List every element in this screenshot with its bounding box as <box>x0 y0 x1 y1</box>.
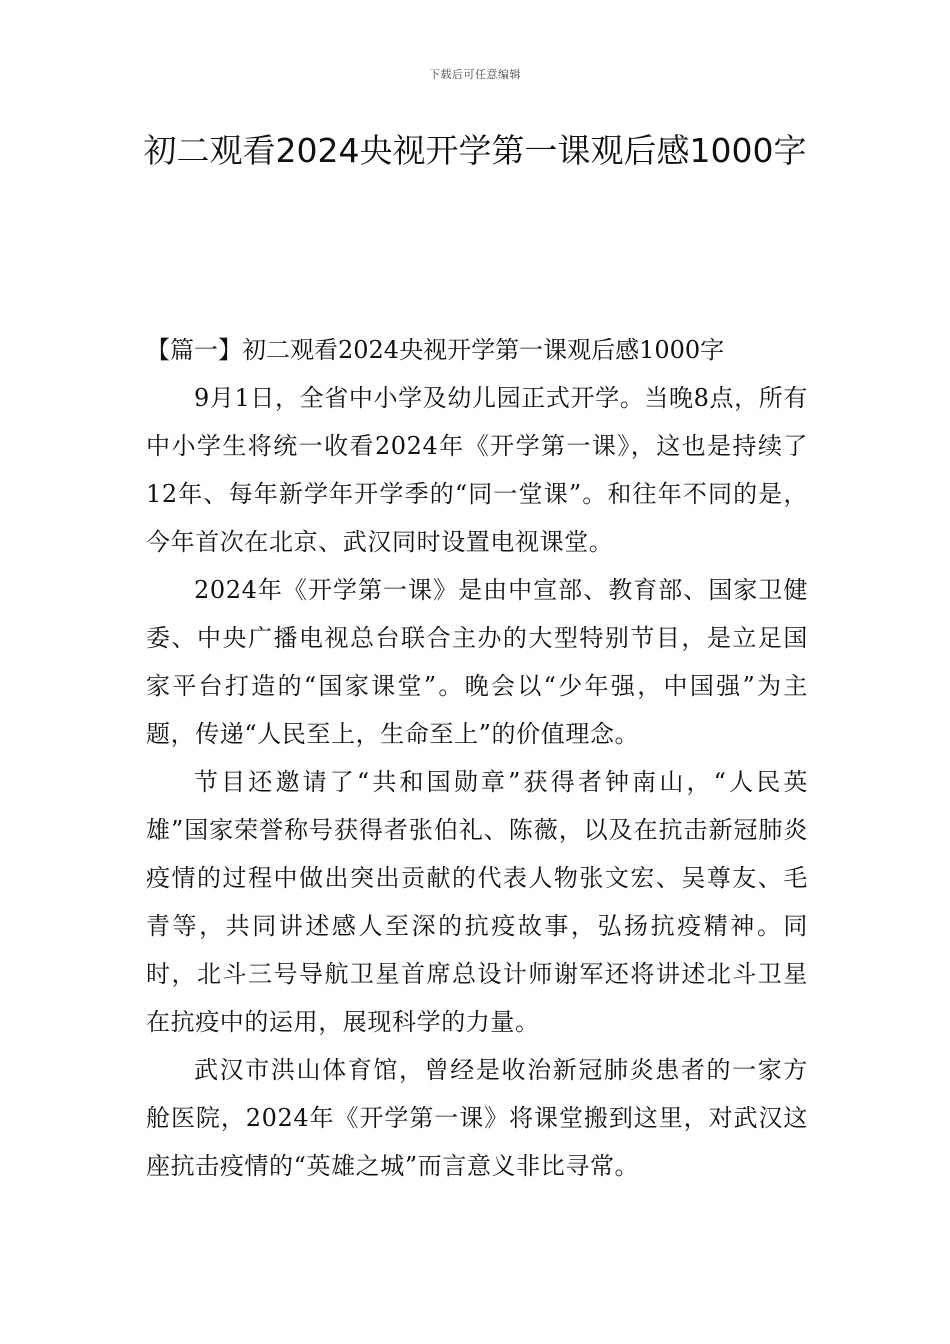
paragraph-3: 节目还邀请了“共和国勋章”获得者钟南山，“人民英雄”国家荣誉称号获得者张伯礼、陈薇，以及在抗击新冠肺炎疫情的过程中做出突出贡献的代表人物张文宏、吴尊友、毛青等，共同讲述感人至深的抗疫故事，弘扬抗疫精神。同时，北斗三号导航卫星首席总设计师谢军还将讲述北斗卫星在抗疫中的运用，展现科学的力量。 <box>146 768 808 1036</box>
document-title: 初二观看2024央视开学第一课观后感1000字 <box>143 131 807 170</box>
section-heading: 【篇一】初二观看2024央视开学第一课观后感1000字 <box>146 336 725 364</box>
paragraph-2: 2024年《开学第一课》是由中宣部、教育部、国家卫健委、中央广播电视总台联合主办的大型特别节目，是立足国家平台打造的“国家课堂”。晚会以“少年强，中国强”为主题，传递“人民至上，生命至上”的价值理念。 <box>146 576 808 748</box>
paragraph-4: 武汉市洪山体育馆，曾经是收治新冠肺炎患者的一家方舱医院，2024年《开学第一课》将课堂搬到这里，对武汉这座抗击疫情的“英雄之城”而言意义非比寻常。 <box>146 1056 808 1180</box>
paragraph-1: 9月1日，全省中小学及幼儿园正式开学。当晚8点，所有中小学生将统一收看2024年《开学第一课》，这也是持续了12年、每年新学年开学季的“同一堂课”。和往年不同的是，今年首次在北京、武汉同时设置电视课堂。 <box>146 384 808 556</box>
document-body <box>146 326 808 1190</box>
header-note: 下载后可任意编辑 <box>429 68 521 81</box>
